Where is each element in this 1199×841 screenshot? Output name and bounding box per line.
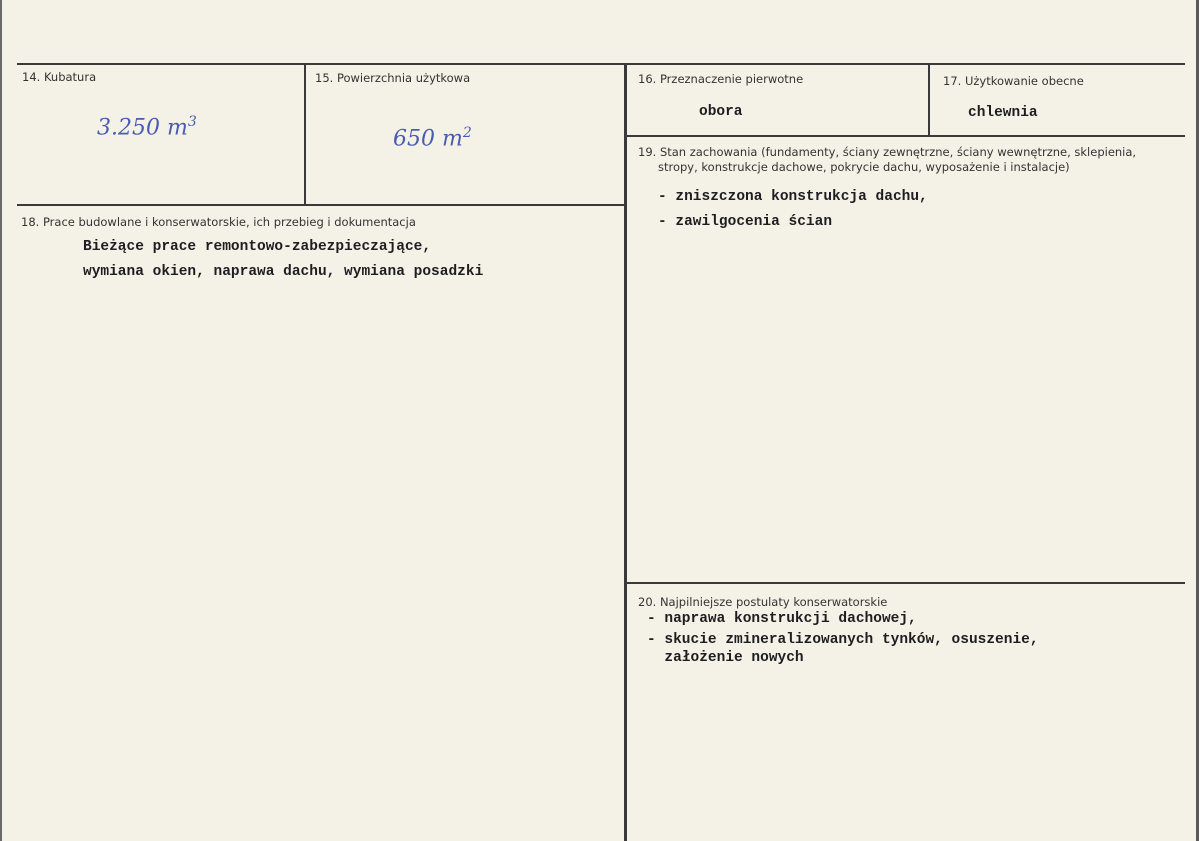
field-20-line-1: - naprawa konstrukcji dachowej, <box>647 611 917 627</box>
field-14-value <box>97 114 197 140</box>
field-14-label: 14. Kubatura <box>22 70 97 84</box>
field-15-exponent: 2 <box>462 125 472 141</box>
field-20-line-2: - skucie zmineralizowanych tynków, osuszenie, <box>647 632 1039 648</box>
divider-14-15 <box>304 63 306 205</box>
card-left-edge <box>0 0 2 841</box>
row-line-16-19 <box>624 135 1185 137</box>
field-20-line-3: założenie nowych <box>647 650 804 666</box>
field-19-line-2: - zawilgocenia ścian <box>658 214 833 230</box>
field-15-unit: m <box>442 126 463 152</box>
field-16-label: 16. Przeznaczenie pierwotne <box>638 72 804 86</box>
field-19-line-1: - zniszczona konstrukcja dachu, <box>658 189 928 205</box>
field-14-exponent: 3 <box>187 114 197 130</box>
field-14-number: 3.250 <box>97 115 160 141</box>
row-line-14-18 <box>17 204 626 206</box>
field-16-value: obora <box>699 104 743 120</box>
field-18-label: 18. Prace budowlane i konserwatorskie, ich przebieg i dokumentacja <box>21 215 416 229</box>
field-15-number: 650 <box>393 126 435 152</box>
field-18-line-2: wymiana okien, naprawa dachu, wymiana posadzki <box>83 264 484 280</box>
field-15-label: 15. Powierzchnia użytkowa <box>315 71 471 85</box>
row-line-19-20 <box>624 582 1185 584</box>
field-14-unit: m <box>166 115 188 141</box>
field-20-label: 20. Najpilniejsze postulaty konserwatorskie <box>638 595 888 609</box>
field-18-line-1: Bieżące prace remontowo-zabezpieczające, <box>83 239 432 255</box>
field-17-value: chlewnia <box>968 105 1038 121</box>
field-15-value <box>393 125 472 151</box>
divider-16-17 <box>928 63 930 137</box>
field-19-label-line-1: 19. Stan zachowania (fundamenty, ściany zewnętrzne, ściany wewnętrzne, sklepienia, <box>638 145 1137 159</box>
field-17-label: 17. Użytkowanie obecne <box>943 74 1084 88</box>
divider-left-right <box>624 63 627 841</box>
field-19-label-line-2: stropy, konstrukcje dachowe, pokrycie dachu, wyposażenie i instalacje) <box>658 160 1070 174</box>
top-border-line <box>17 63 1185 65</box>
